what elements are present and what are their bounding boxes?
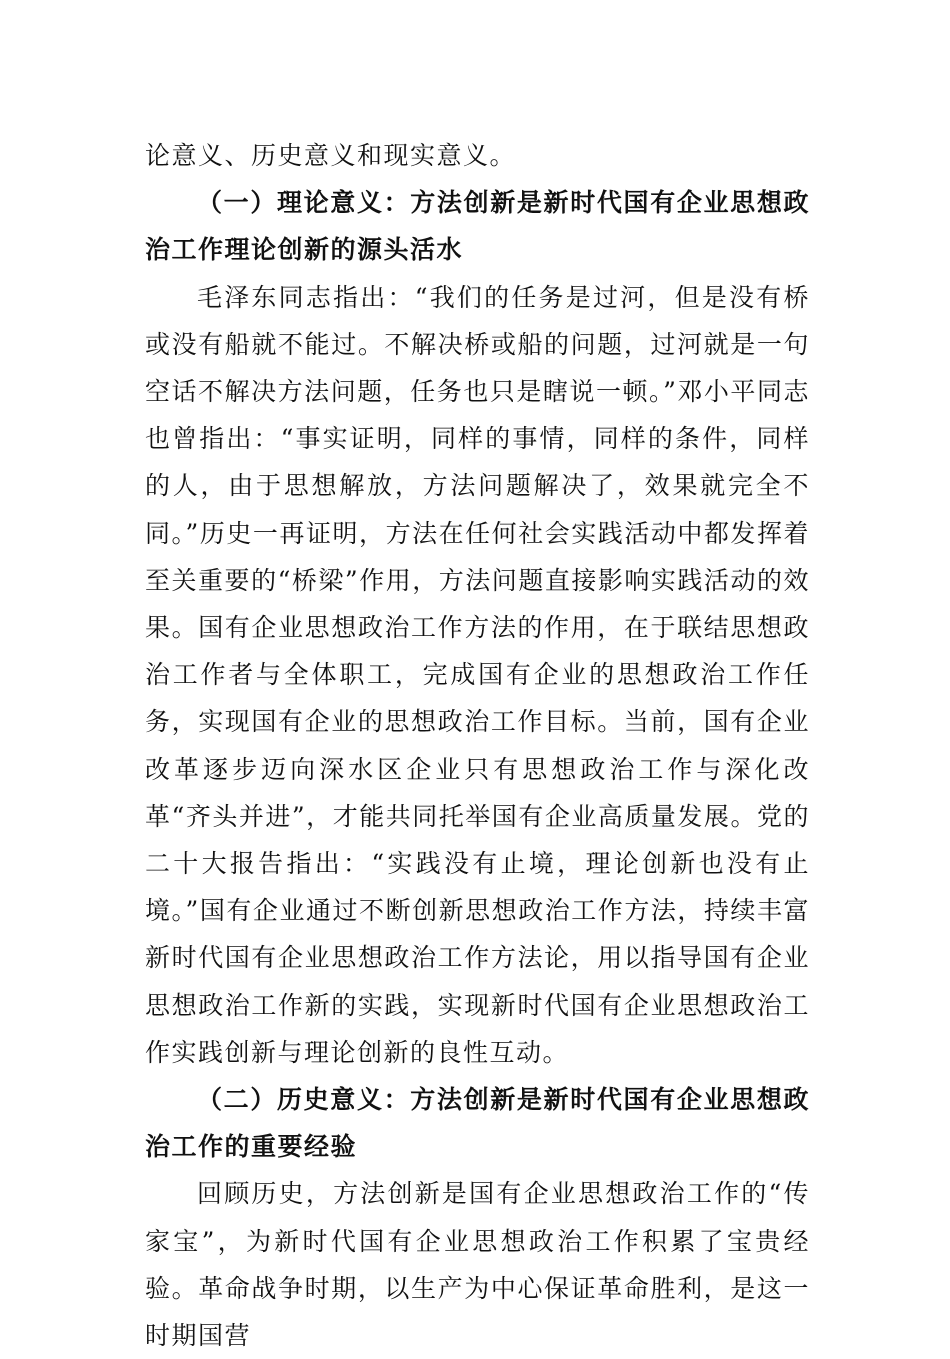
paragraph-historical-significance: 回顾历史，方法创新是国有企业思想政治工作的“传家宝”，为新时代国有企业思想政治工作积累了宝贵经验。革命战争时期，以生产为中心保证革命胜利，是这一时期国营 xyxy=(145,1179,810,1351)
section-heading-theoretical-significance: （一）理论意义：方法创新是新时代国有企业思想政治工作理论创新的源头活水 xyxy=(145,188,810,265)
document-body xyxy=(145,132,810,1359)
section-heading-historical-significance: （二）历史意义：方法创新是新时代国有企业思想政治工作的重要经验 xyxy=(145,1085,810,1162)
paragraph-theoretical-significance: 毛泽东同志指出：“我们的任务是过河，但是没有桥或没有船就不能过。不解决桥或船的问题，过河就是一句空话不解决方法问题，任务也只是瞎说一顿。”邓小平同志也曾指出：“事实证明，同样的事情，同样的条件，同样的人，由于思想解放，方法问题解决了，效果就完全不同。”历史一再证明，方法在任何社会实践活动中都发挥着至关重要的“桥梁”作用，方法问题直接影响实践活动的效果。国有企业思想政治工作方法的作用，在于联结思想政治工作者与全体职工，完成国有企业的思想政治工作任务，实现国有企业的思想政治工作目标。当前，国有企业改革逐步迈向深水区企业只有思想政治工作与深化改革“齐头并进”，才能共同托举国有企业高质量发展。党的二十大报告指出：“实践没有止境，理论创新也没有止境。”国有企业通过不断创新思想政治工作方法，持续丰富新时代国有企业思想政治工作方法论，用以指导国有企业思想政治工作新的实践，实现新时代国有企业思想政治工作实践创新与理论创新的良性互动。 xyxy=(145,282,810,1067)
paragraph-continuation: 论意义、历史意义和现实意义。 xyxy=(145,141,517,170)
